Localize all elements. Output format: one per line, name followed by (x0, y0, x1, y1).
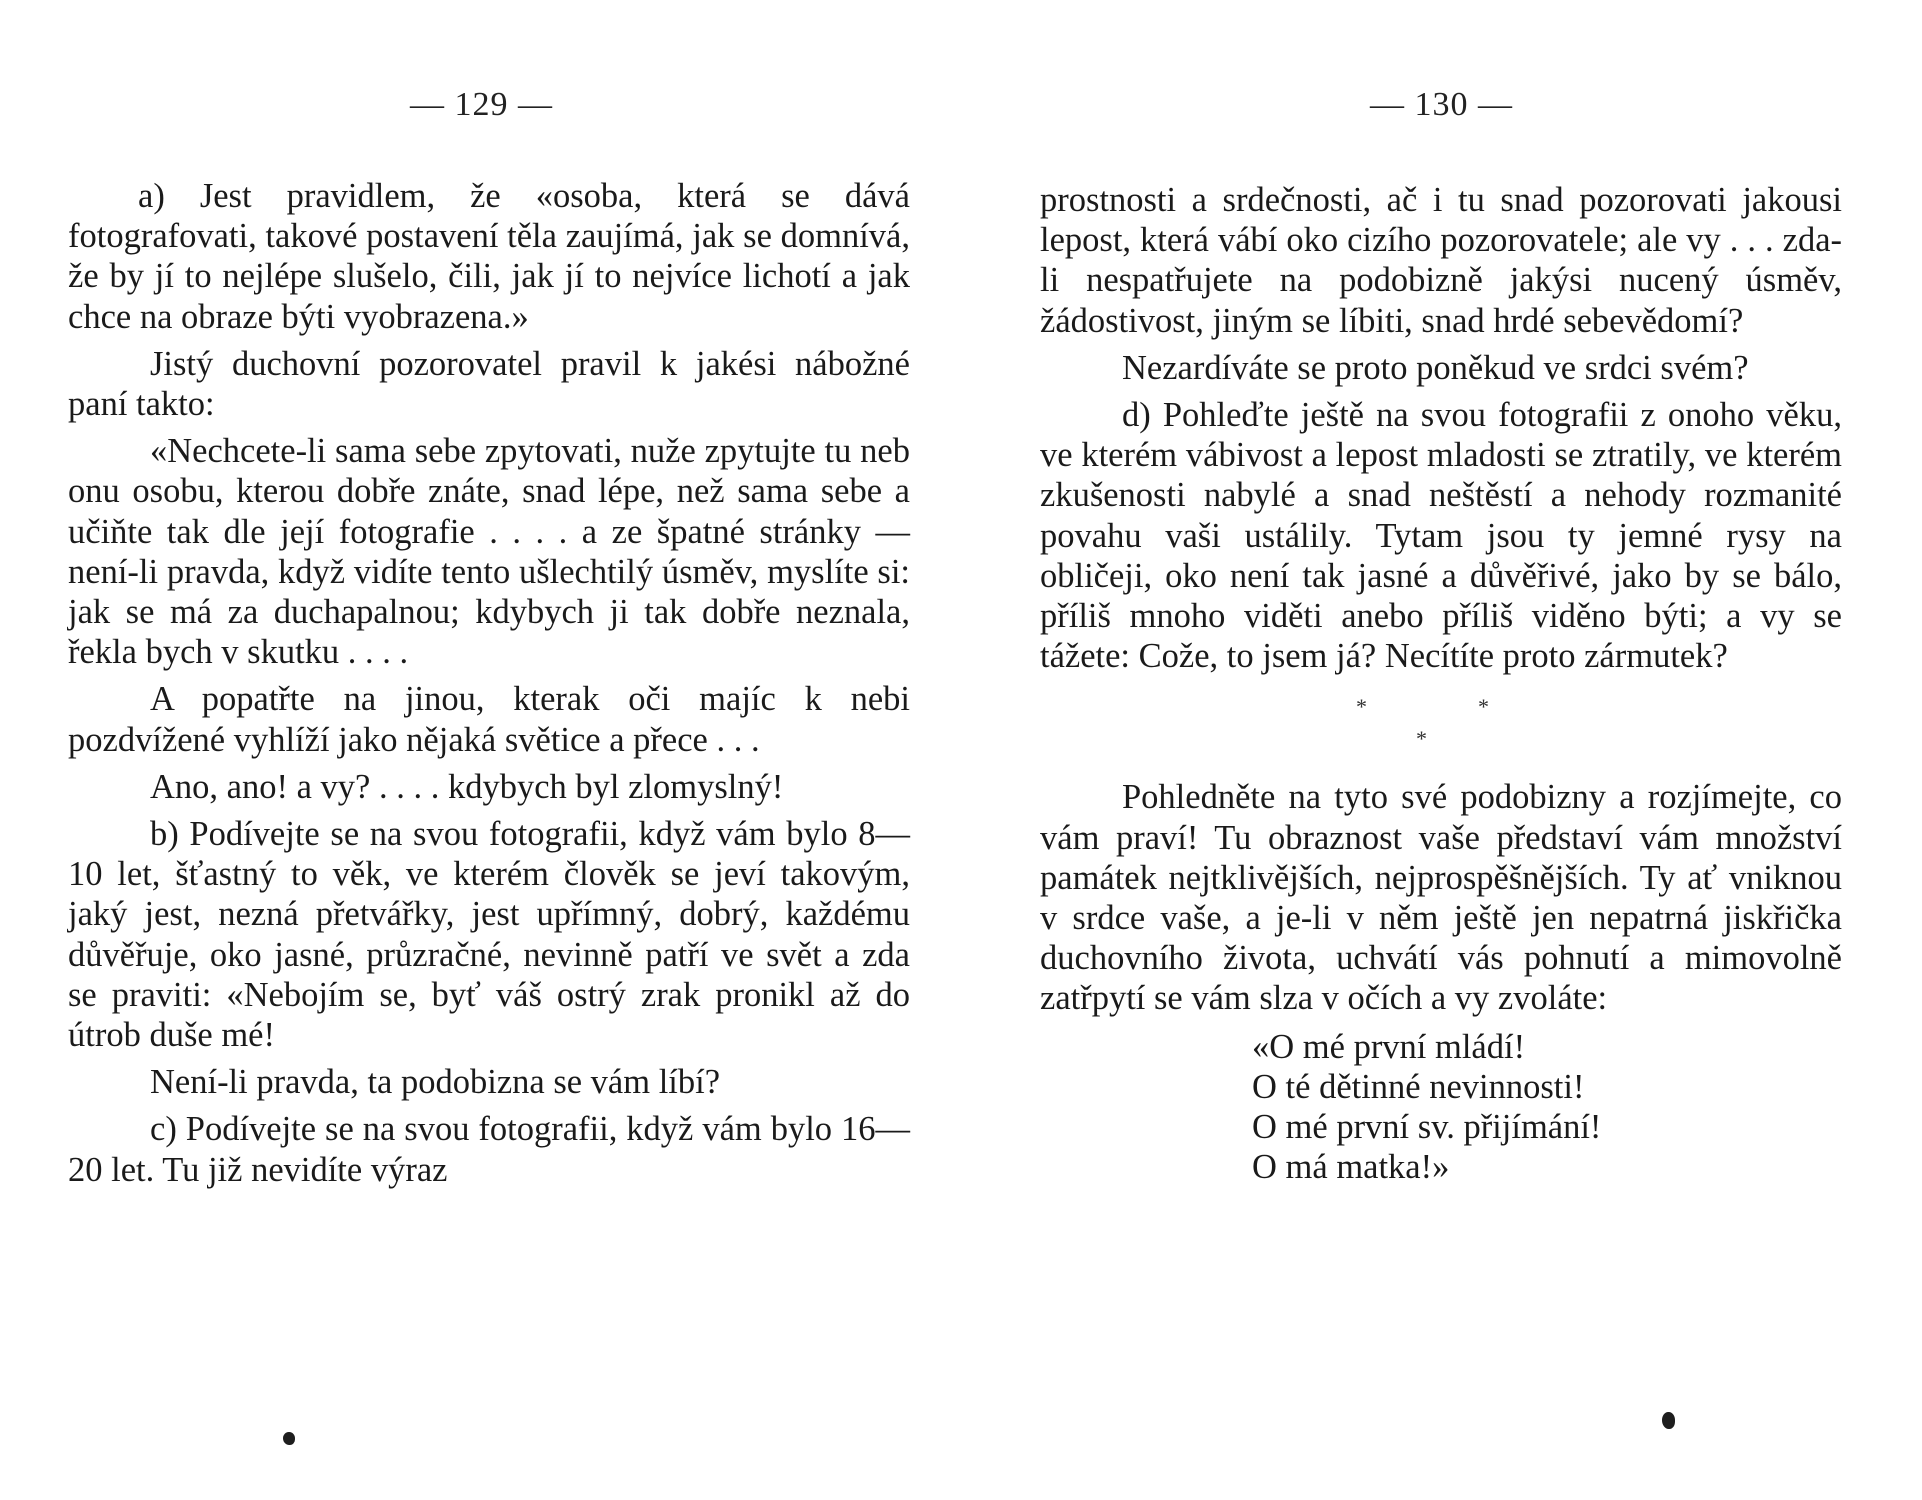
verse-line: O té dětinné nevinnosti! (1252, 1067, 1585, 1106)
paragraph: Nezardíváte se proto poněkud ve srdci svém? (1122, 348, 1749, 387)
paragraph-b: b) Podívejte se na svou fotografii, když vám bylo 8—10 let, šťastný to věk, ve kterém člověk se jeví takovým, jaký jest, nezná přetvářky, jest upřímný, dobrý, každému důvěřuje, oko jasné, průzračné, nevinně patří ve svět a zda se praviti: «Nebojím se, byť váš ostrý zrak pronikl až do útrob duše mé! (68, 815, 910, 1055)
paragraph-d: d) Pohleďte ještě na svou fotografii z onoho věku, ve kterém vábivost a lepost mladosti se ztratily, ve kterém zkušenosti nabylé a snad neštěstí a nehody rozmanité povahu vaši ustálily. Tytam jsou ty jemné rysy na obličeji, oko není tak jasné a důvěřivé, jako by se bálo, příliš mnoho viděti anebo příliš viděno býti; a vy se tážete: Cože, to jsem já? Necítíte proto zármutek? (1040, 396, 1842, 676)
paragraph: Není-li pravda, ta podobizna se vám líbí? (150, 1063, 721, 1102)
right-page-text (1040, 180, 1842, 1187)
asterisk: * (1356, 694, 1367, 720)
left-page-text (68, 176, 910, 1197)
paragraph: Ano, ano! a vy? . . . . kdybych byl zlomyslný! (150, 767, 784, 806)
ink-mark (283, 1432, 295, 1445)
asterism-divider (1040, 683, 1842, 763)
left-page (0, 0, 960, 1500)
paragraph: A popatřte na jinou, kterak oči majíc k nebi pozdvížené vyhlíží jako nějaká světice a přece . . . (68, 680, 910, 759)
paragraph-c: c) Podívejte se na svou fotografii, když vám bylo 16—20 let. Tu již nevidíte výraz (68, 1110, 910, 1189)
page-number-right: — 130 — (1370, 86, 1513, 123)
paragraph-continued: prostnosti a srdečnosti, ač i tu snad pozorovati jakousi lepost, která vábí oko cizího pozorovatele; ale vy . . . zda-li nespatřujete na podobizně jakýsi nucený úsměv, žádostivost, jiným se líbiti, snad hrdé sebevědomí? (1040, 181, 1842, 340)
right-page (960, 0, 1922, 1500)
paragraph-quote: «Nechcete-li sama sebe zpytovati, nuže zpytujte tu neb onu osobu, kterou dobře znáte, snad lépe, než sama sebe a učiňte tak dle její fotografie . . . . a ze špatné stránky — není-li pravda, když vidíte tento ušlechtilý úsměv, myslíte si: jak se má za duchapalnou; kdybych ji tak dobře neznala, řekla bych v skutku . . . . (68, 432, 910, 672)
verse-block (1252, 1027, 1842, 1188)
ink-mark (1662, 1412, 1675, 1429)
closing-paragraph: Pohledněte na tyto své podobizny a rozjímejte, co vám praví! Tu obraznost vaše představí vám množství památek nejtklivějších, nejprospěšnějších. Ty ať vniknou v srdce vaše, a je-li v něm ještě jen nepatrná jiskřička duchovního života, uchvátí vás pohnutí a mimovolně zatřpytí se vám slza v očích a vy zvoláte: (1040, 778, 1842, 1018)
asterisk: * (1416, 726, 1427, 752)
verse-line: O mé první sv. přijímání! (1252, 1108, 1602, 1147)
verse-line: «O mé první mládí! (1252, 1027, 1526, 1066)
page-number-left: — 129 — (410, 86, 553, 123)
paragraph-a: a) Jest pravidlem, že «osoba, která se dává fotografovati, takové postavení těla zaujímá, jak se domnívá, že by jí to nejlépe slušelo, čili, jak jí to nejvíce lichotí a jak chce na obraze býti vyobrazena.» (68, 177, 910, 336)
verse-line: O má matka!» (1252, 1148, 1450, 1187)
paragraph: Jistý duchovní pozorovatel pravil k jakési nábožné paní takto: (68, 344, 910, 424)
asterisk: * (1478, 694, 1489, 720)
